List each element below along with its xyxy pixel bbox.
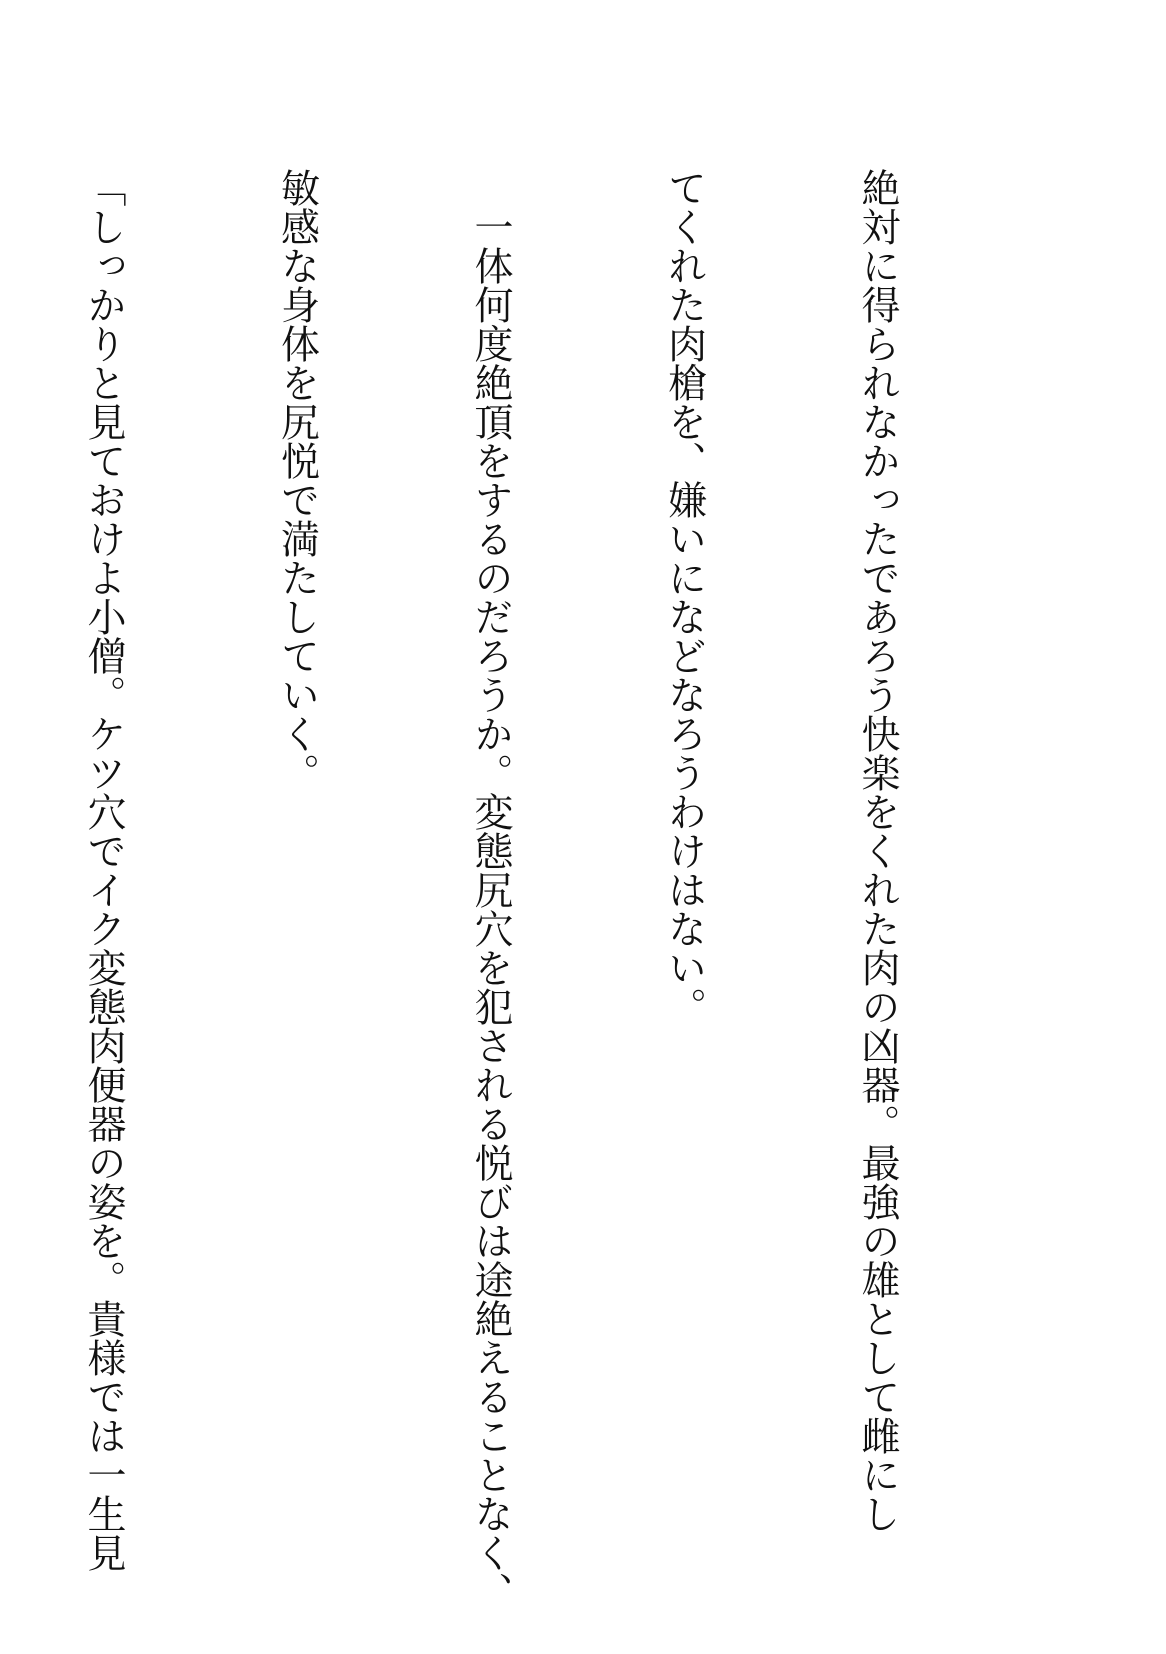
- vertical-text-body: [0, 168, 1038, 1611]
- text-line: 絶対に得られなかったであろう快楽をくれた肉の凶器。最強の雄として雌にし: [855, 168, 900, 1533]
- text-line: 敏感な身体を尻悦で満たしていく。: [274, 168, 320, 792]
- text-line: てくれた肉槍を、嫌いになどなろうわけはない。: [661, 168, 707, 1026]
- text-line: 一体何度絶頂をするのだろうか。変態尻穴を犯される悦びは途絶えることなく、: [468, 168, 513, 1611]
- text-line: 「しっかりと見ておけよ小僧。ケツ穴でイク変態肉便器の姿を。貴様では一生見: [81, 168, 126, 1572]
